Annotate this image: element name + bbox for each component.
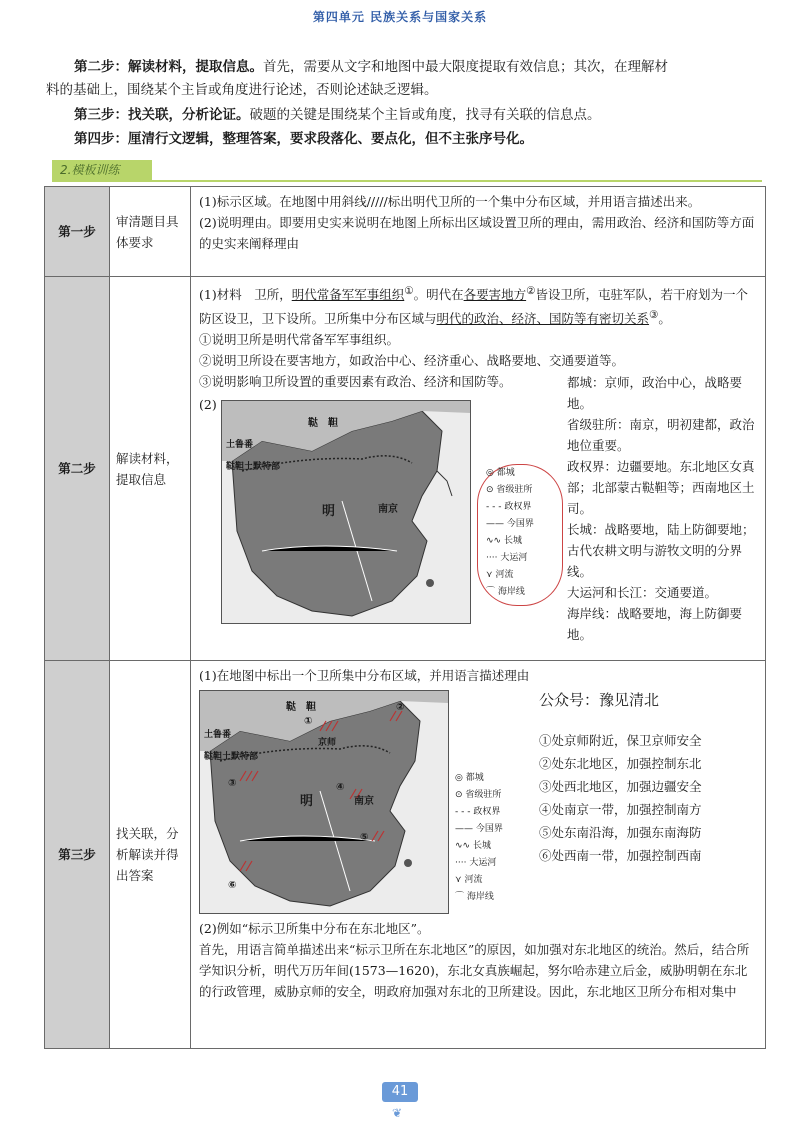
answer-4: ④处南京一带，加强控制南方 xyxy=(539,802,702,817)
legend-item: —— 今国界 xyxy=(455,824,503,834)
step1-p2: (2)说明理由。即要用史实来说明在地图上所标出区域设置卫所的理由，需用政治、经济和国防等方面的史实来阐释理由 xyxy=(199,215,755,251)
coastline-icon: ⌒ xyxy=(486,587,498,598)
map-graphic xyxy=(200,691,448,913)
map-label-tufan: 土鲁番 xyxy=(226,440,254,451)
map-graphic xyxy=(222,401,470,623)
legend-3 xyxy=(455,770,531,914)
answer-5: ⑤处东南沿海，加强东南海防 xyxy=(539,825,702,840)
note-2: 省级驻所：南京，明初建都，政治地位重要。 xyxy=(567,417,755,454)
map-label-ming: 明 xyxy=(300,794,314,809)
watermark: 公众号：豫见清北 xyxy=(539,691,660,709)
capital-icon: ◎ xyxy=(486,468,497,479)
comment-2: ②说明卫所设在要害地方，如政治中心、经济重心、战略要地、交通要道等。 xyxy=(199,353,625,369)
map-index: (2) xyxy=(199,397,217,413)
regime-border-icon: - - - xyxy=(455,807,474,817)
ming-map-marked xyxy=(199,690,449,914)
step4-text: 第四步：厘清行文逻辑，整理答案，要求段落化、要点化，但不主张序号化。 xyxy=(74,131,533,147)
table-row-step3 xyxy=(45,661,766,1049)
step1-cell: 第一步 xyxy=(45,187,110,277)
river-icon: ⋎ xyxy=(455,875,465,885)
legend-item: ◎ 都城 xyxy=(455,773,484,783)
legend-item: ∿∿ 长城 xyxy=(455,841,491,851)
legend-item: - - - 政权界 xyxy=(486,502,532,513)
coastline-icon: ⌒ xyxy=(455,892,467,902)
provincial-seat-icon: ⊙ xyxy=(455,790,466,800)
map-section-3 xyxy=(199,690,757,914)
intro-step2 xyxy=(46,56,760,102)
legend-item: ⊙ 省级驻所 xyxy=(455,790,502,800)
border-icon: —— xyxy=(455,824,476,834)
legend-item: ⋎ 河流 xyxy=(455,875,483,885)
material-underline-1: 明代常备军军事组织 xyxy=(291,287,405,303)
marker-3: ③ xyxy=(228,778,237,789)
note-3: 政权界：边疆要地。东北地区女真部；北部蒙古鞑靼等；西南地区土司。 xyxy=(567,459,755,517)
answers-block xyxy=(539,690,757,914)
step2-cell: 第二步 xyxy=(45,277,110,661)
step3-content xyxy=(191,661,766,1049)
border-icon: —— xyxy=(486,519,507,530)
step2-text-a: 首先，需要从文字和地图中最大限度提取有效信息；其次，在理解材 xyxy=(263,59,668,75)
step1-p1: (1)标示区域。在地图中用斜线/////标出明代卫所的一个集中分布区域，并用语言描述出来。 xyxy=(199,194,701,209)
step3-cell: 第三步 xyxy=(45,661,110,1049)
step1-label: 审清题目具体要求 xyxy=(110,187,191,277)
legend-item: —— 今国界 xyxy=(486,519,534,530)
marker-5: ⑤ xyxy=(360,832,369,843)
regime-border-icon: - - - xyxy=(486,502,505,513)
map-label-jingshi: 京师 xyxy=(318,738,337,748)
answer-2: ②处东北地区，加强控制东北 xyxy=(539,756,702,771)
marker-6: ⑥ xyxy=(228,880,237,891)
map-label-tusi: 鞑靼土默特部 xyxy=(204,752,259,762)
page-number: 41 xyxy=(382,1082,418,1102)
comment-1: ①说明卫所是明代常备军军事组织。 xyxy=(199,332,400,348)
template-table xyxy=(44,186,766,1049)
answer-3: ③处西北地区，加强边疆安全 xyxy=(539,779,702,794)
river-icon: ⋎ xyxy=(486,570,496,581)
note-1: 都城：京师，政治中心，战略要地。 xyxy=(567,375,743,412)
map-label-nanjing: 南京 xyxy=(378,504,398,516)
legend-2 xyxy=(477,464,563,606)
bird-icon: ❦ xyxy=(392,1106,403,1120)
comment-3: ③说明影响卫所设置的重要因素有政治、经济和国防等。 xyxy=(199,374,512,390)
step2-label: 第二步：解读材料，提取信息。 xyxy=(74,59,263,75)
map-label-dada: 鞑 靼 xyxy=(308,418,338,430)
map-label-nanjing: 南京 xyxy=(354,796,374,807)
section-tag: 2.模板训练 xyxy=(52,160,152,180)
note-6: 海岸线：战略要地，海上防御要地。 xyxy=(567,606,743,643)
intro-step3 xyxy=(46,104,760,127)
step2-content xyxy=(191,277,766,661)
great-wall-icon: ∿∿ xyxy=(455,841,473,851)
marker-4: ④ xyxy=(336,782,345,793)
step3-text: 破题的关键是围绕某个主旨或角度，找寻有关联的信息点。 xyxy=(249,107,601,123)
legend-item: ···· 大运河 xyxy=(486,553,528,564)
intro-step4 xyxy=(46,128,760,151)
question-1: (1)在地图中标出一个卫所集中分布区域，并用语言描述理由 xyxy=(199,668,530,683)
canal-icon: ···· xyxy=(455,858,470,868)
material-underline-2: 各要害地方 xyxy=(463,287,527,303)
legend-item: - - - 政权界 xyxy=(455,807,501,817)
note-4: 长城：战略要地，陆上防御要地；古代农耕文明与游牧文明的分界线。 xyxy=(567,522,755,580)
legend-item: ···· 大运河 xyxy=(455,858,497,868)
table-row-step2 xyxy=(45,277,766,661)
step1-content xyxy=(191,187,766,277)
note-5: 大运河和长江：交通要道。 xyxy=(567,585,718,601)
explanation: 首先，用语言简单描述出来“标示卫所在东北地区”的原因，如加强对东北地区的统治。然后，结合所学知识分析，明代万历年间(1573—1620)，东北女真族崛起，努尔哈赤建立后金，威胁明朝在东北的行政管理，威胁京师的安全，明政府加强对东北的卫所建设。因此，东北地区卫所分布相对集中 xyxy=(199,942,750,999)
step2-text-b: 料的基础上，围绕某个主旨或角度进行论述，否则论述缺乏逻辑。 xyxy=(46,82,438,98)
section-divider xyxy=(52,180,762,182)
legend-item: ⋎ 河流 xyxy=(486,570,514,581)
map-label-ming: 明 xyxy=(322,504,336,520)
marker-2: ② xyxy=(396,702,405,713)
legend-item: ⌒ 海岸线 xyxy=(455,892,494,902)
material-underline-3: 明代的政治、经济、国防等有密切关系 xyxy=(436,311,650,327)
marker-1: ① xyxy=(304,716,313,727)
table-row-step1 xyxy=(45,187,766,277)
unit-header: 第四单元 民族关系与国家关系 xyxy=(312,10,488,24)
ming-map xyxy=(221,400,471,624)
provincial-seat-icon: ⊙ xyxy=(486,485,497,496)
legend-item: ∿∿ 长城 xyxy=(486,536,522,547)
map-label-tusi: 鞑靼土默特部 xyxy=(226,462,281,473)
map-label-dada: 鞑 靼 xyxy=(286,702,316,713)
step3-label: 第三步：找关联，分析论证。 xyxy=(74,107,250,123)
question-2: (2)例如“标示卫所集中分布在东北地区”。 xyxy=(199,921,430,936)
map-label-tufan: 土鲁番 xyxy=(204,730,232,740)
step3-label: 找关联，分析解读并得出答案 xyxy=(110,661,191,1049)
capital-icon: ◎ xyxy=(455,773,466,783)
legend-item: ⊙ 省级驻所 xyxy=(486,485,533,496)
answer-1: ①处京师附近，保卫京师安全 xyxy=(539,733,702,748)
canal-icon: ···· xyxy=(486,553,501,564)
map-notes xyxy=(567,372,757,645)
legend-item: ◎ 都城 xyxy=(486,468,515,479)
legend-item: ⌒ 海岸线 xyxy=(486,587,525,598)
answer-6: ⑥处西南一带，加强控制西南 xyxy=(539,848,702,863)
step2-label: 解读材料，提取信息 xyxy=(110,277,191,661)
material-text: (1)材料 卫所，明代常备军军事组织①。明代在各要害地方②皆设卫所，屯驻军队，若干府划为一个防区设卫，卫下设所。卫所集中分布区域与明代的政治、经济、国防等有密切关系③。 xyxy=(199,285,748,327)
great-wall-icon: ∿∿ xyxy=(486,536,504,547)
